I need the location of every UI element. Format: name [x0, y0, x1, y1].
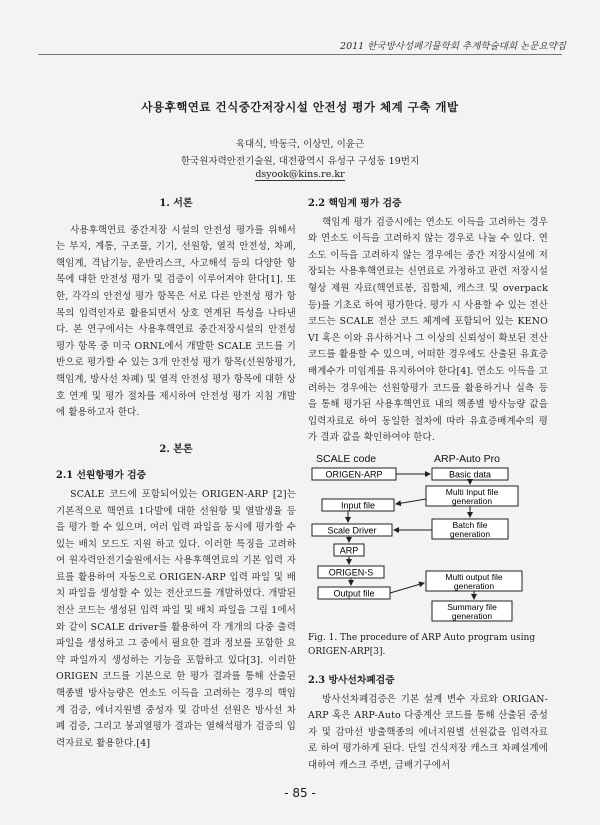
figure-1-caption: Fig. 1. The procedure of ARP Auto program using ORIGEN-ARP[3].: [308, 632, 536, 657]
svg-text:Scale Driver: Scale Driver: [327, 525, 377, 536]
fig-box-arp: [334, 544, 364, 556]
svg-text:ARP: ARP: [339, 545, 359, 556]
section-2-3-title: 2.3 방사선차폐검증: [308, 674, 395, 686]
section-1-text: 사용후핵연료 중간저장 시설의 안전성 평가를 위해서는 부지, 계통, 구조물, 기기, 선원항, 열적 안전성, 차폐, 핵임계, 격납기능, 운반리스크, 사고해석 등의 다양한 항목에 대한 안전성 평가 및 검증이 이루어져야 한다[1]. 또한, 각각의 안전성 평가 항목은 서로 다른 안전성 평가 항목의 입력인자로 활용되면서 상호 연계된 특성을 나타낸다. 본 연구에서는 사용후핵연료 중간저장시설의 안전성 평가 항목 중 미국 ORNL에서 개발한 SCALE 코드를 기반으로 평가할 수 있는 3개 안전성 평가 항목(선원항평가, 핵임계, 방사선 차폐) 및 열적 안전성 평가 항목에 대한 상호 연계 및 평가 절차를 제시하여 안전성 평가 지침 개발에 활용하고자 한다.: [56, 224, 296, 419]
section-2-title: 2. 본론: [159, 443, 193, 455]
svg-text:Batch file: Batch file: [452, 519, 488, 530]
svg-text:Multi Input file: Multi Input file: [445, 486, 499, 497]
fig-box-summary: [432, 601, 512, 621]
svg-text:ORIGEN-S: ORIGEN-S: [328, 567, 374, 578]
authors: 육대식, 박동극, 이상민, 이윤근: [235, 139, 365, 150]
page-number: - 85 -: [284, 786, 316, 800]
fig-header-arp: ARP-Auto Pro: [434, 452, 500, 465]
svg-text:Basic data: Basic data: [448, 469, 492, 480]
running-header: 2011 한국방사성폐기물학회 추계학술대회 논문요약집: [340, 41, 566, 52]
fig-box-input-file: [322, 499, 394, 511]
svg-text:generation: generation: [451, 495, 493, 506]
svg-text:Output file: Output file: [333, 588, 375, 599]
fig-header-scale: SCALE code: [316, 452, 377, 465]
left-column: [56, 196, 296, 752]
email-link[interactable]: dsyook@kins.re.kr: [255, 169, 345, 180]
svg-text:generation: generation: [453, 580, 495, 591]
section-2-1-title: 2.1 선원항평가 검증: [56, 470, 147, 482]
email: [0, 169, 600, 180]
fig-box-origen-arp: [312, 468, 396, 480]
fig-box-output-file: [318, 587, 390, 599]
fig-box-scale-driver: [312, 524, 392, 536]
fig-box-multi-input: [426, 486, 518, 506]
figure-1: [308, 453, 548, 625]
svg-text:generation: generation: [449, 528, 491, 539]
header-rule: [38, 54, 562, 55]
right-column: [308, 196, 548, 774]
section-2-2-text: 핵임계 평가 검증시에는 연소도 이득을 고려하는 경우와 연소도 이득을 고려하지 않는 경우로 나눌 수 있다. 연소도 이득을 고려하지 않는 경우에는 중간 저장시설에 저장되는 사용후핵연료는 신연료로 가정하고 관련 저장시설 형상 제원 자료(핵연료봉, 집합체, 캐스크 및 overpack 등)를 기초로 하여 평가한다. 평가 시 사용할 수 있는 전산 코드는 SCALE 전산 코드 체계에 포함되어 있는 KENO VI 혹은 이와 유사하거나 그 이상의 신뢰성이 확보된 전산코드를 활용할 수 있으며, 어떠한 경우에도 산출된 유효증배계수가 미임계를 유지하여야 한다[4]. 연소도 이득을 고려하는 경우에는 선원항평가 코드를 활용하거나 실측 등을 통해 평가된 사용후핵연료 내의 핵종별 방사능량 값을 입력자료로 하여 동일한 절차에 따라 유효증배계수의 평가 결과 값을 확인하여야 한다.: [308, 216, 548, 444]
affiliation: 한국원자력안전기술원, 대전광역시 유성구 구성동 19번지: [180, 156, 420, 167]
fig-box-basic-data: [432, 468, 508, 480]
paper-title: 사용후핵연료 건식중간저장시설 안전성 평가 체계 구축 개발: [141, 100, 459, 114]
svg-text:Input file: Input file: [340, 500, 376, 511]
svg-text:Summary file: Summary file: [447, 601, 497, 612]
section-1-title: 1. 서론: [159, 198, 193, 209]
fig-box-multi-output: [426, 571, 522, 591]
fig-box-origen-s: [318, 566, 384, 578]
svg-text:ORIGEN-ARP: ORIGEN-ARP: [325, 469, 383, 480]
section-2-3-text: 방사선차폐검증은 기본 설계 변수 자료와 ORIGAN-ARP 혹은 ARP-Auto 다중계산 코드를 통해 산출된 중성자 및 감마선 방출핵종의 에너지원별 선원값을 입력자료로 하여 평가하게 된다. 단일 건식저장 캐스크 차폐설계에 대하여 캐스크 주변, 급배기구에서: [308, 693, 548, 771]
svg-text:Multi output file: Multi output file: [445, 571, 503, 582]
fig-box-batch: [432, 519, 508, 539]
svg-text:generation: generation: [451, 610, 493, 621]
section-2-2-title: 2.2 핵임계 평가 검증: [308, 198, 402, 209]
section-2-1-text: SCALE 코드에 포함되어있는 ORIGEN-ARP [2]는 기본적으로 핵연료 1다발에 대한 선원항 및 열발생율 등을 평가 할 수 있으며, 여러 입력 파일을 동시에 평가할 수 있는 배치 모드도 지원 하고 있다. 이러한 특징을 고려하여 원자력안전기술원에서는 사용후핵연료의 기본 입력 자료를 활용하여 자동으로 ORIGEN-ARP 입력 파일 및 배치 파일을 생성할 수 있는 전산코드를 개발하였다. 개발된 전산 코드는 생성된 입력 파일 및 배치 파일을 그림 1에서와 같이 SCALE driver를 활용하여 각 개개의 다중 출력 파일을 생성하고 그 중에서 필요한 결과 정보를 포함한 요약 파일까지 생성하는 기능을 포함하고 있다[3]. 이러한 ORIGEN 코드를 기본으로 한 평가 결과를 통해 산출된 핵종별 방사능량은 연소도 이득을 고려하는 경우의 핵임계 검증, 에너지원별 중성자 및 감마선 선원은 방사선 차폐 검증, 그리고 붕괴열평가 결과는 열해석평가 검증의 입력자료로 활용한다.[4]: [56, 488, 296, 749]
